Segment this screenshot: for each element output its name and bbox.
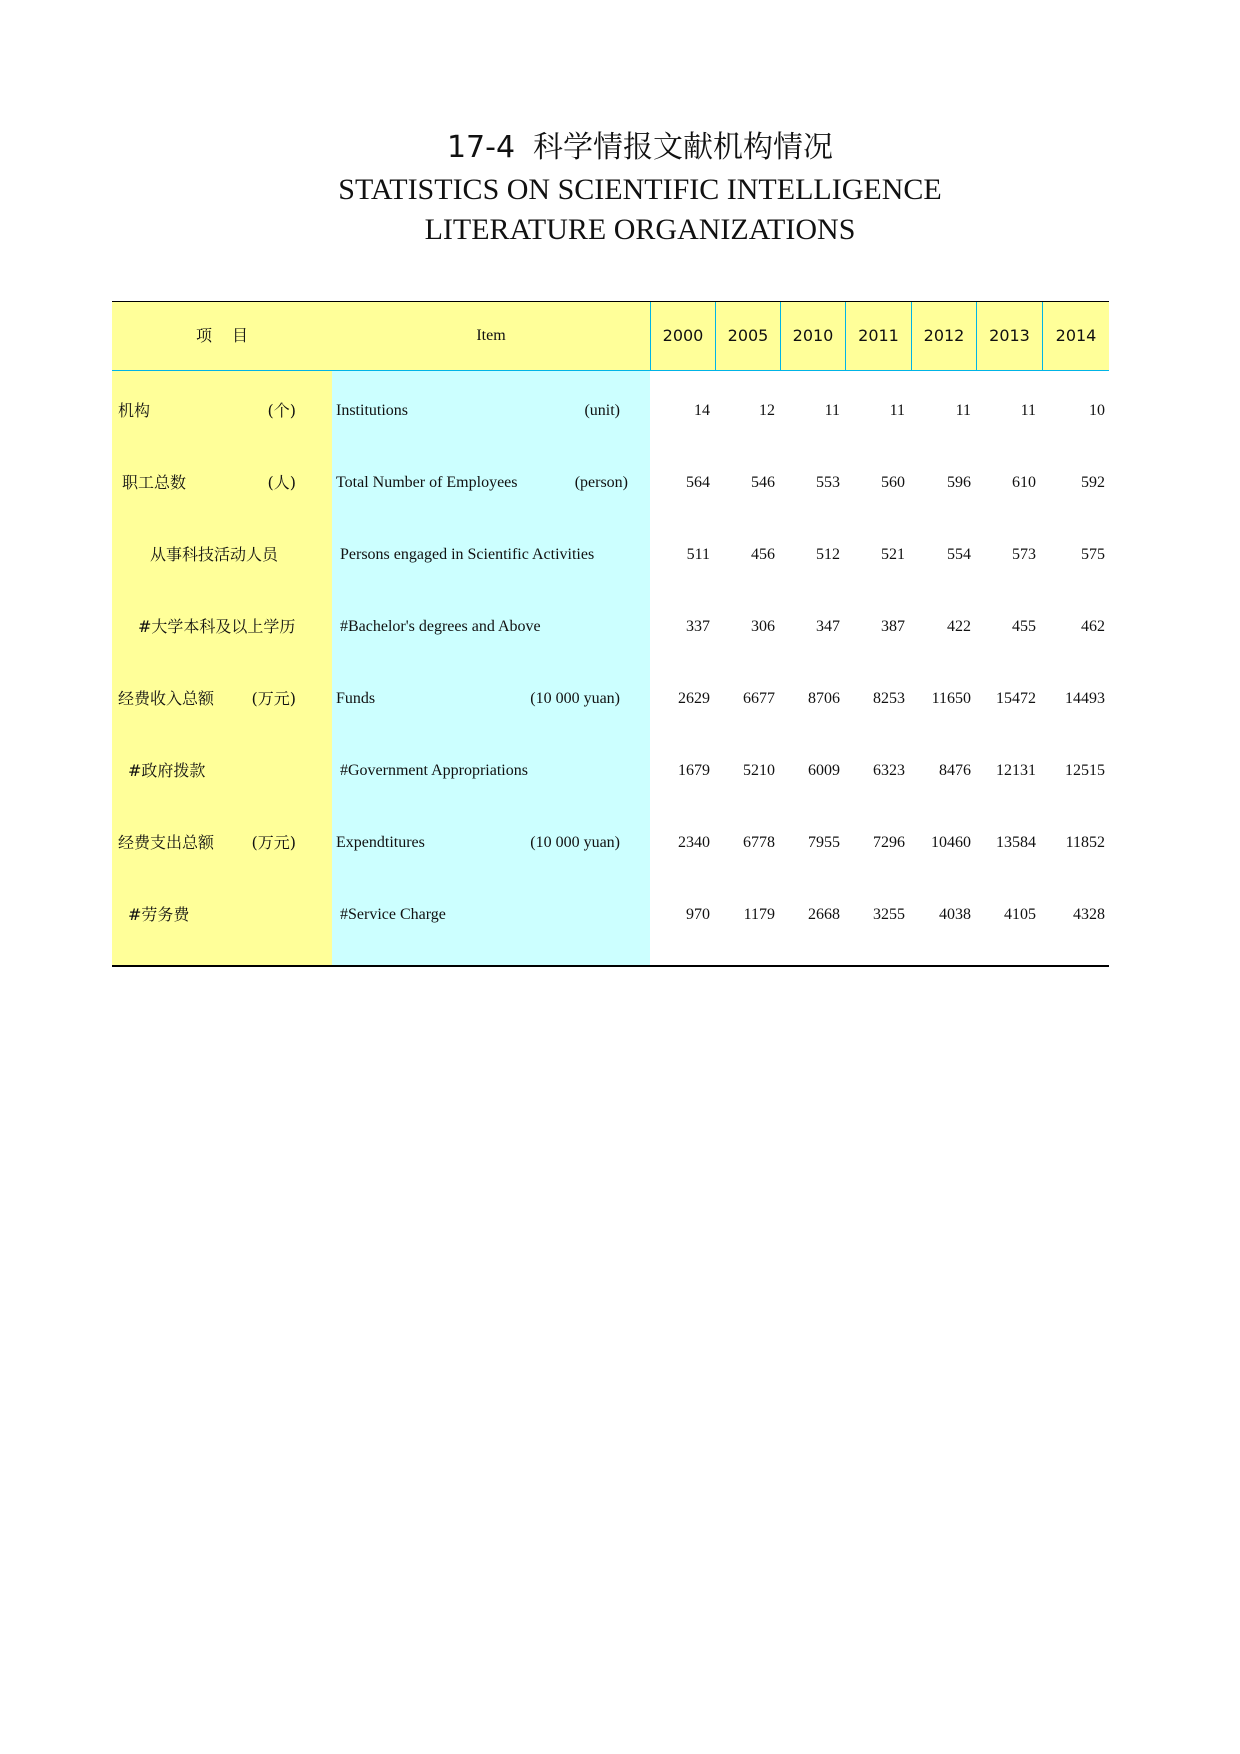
- value-cell: 11852: [1065, 834, 1105, 851]
- header-year: 2005: [715, 302, 780, 370]
- table-row: [112, 375, 1109, 447]
- value-cell: 2340: [678, 834, 710, 851]
- row-label-cn: 经费支出总额: [118, 833, 215, 852]
- page-title-cn: [0, 126, 1240, 170]
- row-label-en: Institutions: [336, 402, 409, 419]
- statistics-table: [112, 301, 1109, 967]
- row-unit-cn: (人): [267, 473, 296, 492]
- value-cell: 2629: [678, 690, 710, 707]
- value-cell: 12515: [1065, 762, 1105, 779]
- value-cell: 511: [686, 546, 710, 563]
- table-row: [112, 879, 1109, 951]
- value-cell: 6677: [743, 690, 775, 707]
- value-cell: 337: [686, 618, 710, 635]
- value-cell: 11: [955, 402, 971, 419]
- table-row: [112, 447, 1109, 519]
- value-cell: 6778: [743, 834, 775, 851]
- row-label-en: Funds: [336, 690, 376, 707]
- row-label-en: #Bachelor's degrees and Above: [340, 618, 541, 635]
- value-cell: 10460: [931, 834, 971, 851]
- value-cell: 462: [1081, 618, 1105, 635]
- row-label-en: #Government Appropriations: [340, 762, 528, 779]
- header-year: 2011: [845, 302, 911, 370]
- row-unit-cn: (万元): [251, 689, 296, 708]
- row-label-cn: #劳务费: [128, 905, 190, 924]
- value-cell: 546: [751, 474, 775, 491]
- value-cell: 8253: [873, 690, 905, 707]
- header-year: 2014: [1042, 302, 1109, 370]
- value-cell: 3255: [873, 906, 905, 923]
- row-unit-en: (unit): [584, 402, 620, 419]
- row-label-cn: 职工总数: [122, 473, 187, 492]
- value-cell: 4105: [1004, 906, 1036, 923]
- value-cell: 596: [947, 474, 971, 491]
- value-cell: 456: [751, 546, 775, 563]
- value-cell: 455: [1012, 618, 1036, 635]
- table-row: [112, 663, 1109, 735]
- header-item-cn: 项目: [195, 326, 268, 345]
- value-cell: 970: [686, 906, 710, 923]
- row-label-en: #Service Charge: [340, 906, 446, 923]
- value-cell: 7296: [873, 834, 905, 851]
- value-cell: 564: [686, 474, 710, 491]
- header-year: 2010: [780, 302, 845, 370]
- value-cell: 553: [816, 474, 840, 491]
- value-cell: 610: [1012, 474, 1036, 491]
- value-cell: 12: [759, 402, 775, 419]
- title-chinese: 科学情报文献机构情况: [533, 130, 834, 165]
- value-cell: 4328: [1073, 906, 1105, 923]
- value-cell: 14493: [1065, 690, 1105, 707]
- row-label-en: Total Number of Employees: [336, 474, 518, 491]
- header-item-en: Item: [476, 327, 506, 344]
- row-label-cn: 从事科技活动人员: [150, 545, 279, 564]
- value-cell: 512: [816, 546, 840, 563]
- value-cell: 347: [816, 618, 840, 635]
- table-body: [112, 371, 1109, 967]
- value-cell: 11: [1020, 402, 1036, 419]
- value-cell: 573: [1012, 546, 1036, 563]
- value-cell: 387: [881, 618, 905, 635]
- row-label-cn: 机构: [118, 401, 151, 420]
- table-row: [112, 591, 1109, 663]
- value-cell: 1679: [678, 762, 710, 779]
- table-row: [112, 735, 1109, 807]
- value-cell: 306: [751, 618, 775, 635]
- value-cell: 11: [824, 402, 840, 419]
- value-cell: 1179: [743, 906, 775, 923]
- row-unit-cn: (个): [267, 401, 296, 420]
- value-cell: 8476: [939, 762, 971, 779]
- value-cell: 560: [881, 474, 905, 491]
- row-unit-en: (10 000 yuan): [530, 690, 620, 707]
- row-unit-en: (10 000 yuan): [530, 834, 620, 851]
- value-cell: 6323: [873, 762, 905, 779]
- row-label-cn: 经费收入总额: [118, 689, 215, 708]
- value-cell: 521: [881, 546, 905, 563]
- table-header: [112, 301, 1109, 371]
- row-label-en: Persons engaged in Scientific Activities: [340, 546, 595, 563]
- value-cell: 6009: [808, 762, 840, 779]
- value-cell: 14: [694, 402, 710, 419]
- value-cell: 5210: [743, 762, 775, 779]
- value-cell: 8706: [808, 690, 840, 707]
- value-cell: 575: [1081, 546, 1105, 563]
- row-label-en: Expendtitures: [336, 834, 425, 851]
- value-cell: 2668: [808, 906, 840, 923]
- value-cell: 7955: [808, 834, 840, 851]
- header-year: 2012: [911, 302, 976, 370]
- value-cell: 4038: [939, 906, 971, 923]
- table-row: [112, 807, 1109, 879]
- value-cell: 12131: [996, 762, 1036, 779]
- row-unit-cn: (万元): [251, 833, 296, 852]
- row-label-cn: #政府拨款: [128, 761, 206, 780]
- header-year: 2013: [976, 302, 1042, 370]
- table-number: 17-4: [446, 130, 516, 165]
- value-cell: 11650: [931, 690, 971, 707]
- header-year: 2000: [650, 302, 715, 370]
- table-row: [112, 519, 1109, 591]
- value-cell: 592: [1081, 474, 1105, 491]
- title-block: [0, 126, 1240, 250]
- value-cell: 10: [1089, 402, 1105, 419]
- value-cell: 15472: [996, 690, 1036, 707]
- value-cell: 422: [947, 618, 971, 635]
- row-label-cn: #大学本科及以上学历: [138, 617, 296, 636]
- row-unit-en: (person): [574, 474, 628, 491]
- value-cell: 13584: [996, 834, 1036, 851]
- page-title-en-line1: STATISTICS ON SCIENTIFIC INTELLIGENCE: [338, 173, 942, 206]
- value-cell: 11: [889, 402, 905, 419]
- value-cell: 554: [947, 546, 971, 563]
- page-title-en-line2: LITERATURE ORGANIZATIONS: [424, 213, 856, 246]
